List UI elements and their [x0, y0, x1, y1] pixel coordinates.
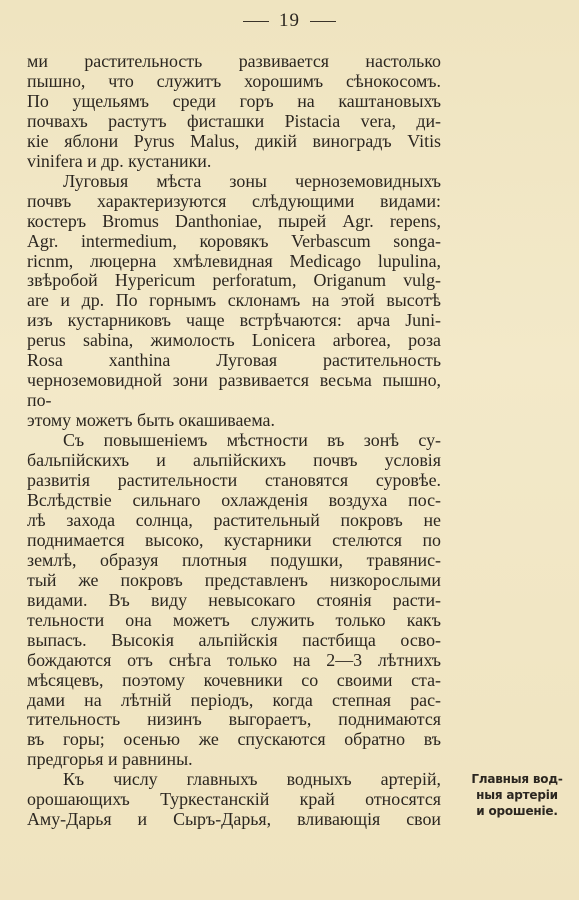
text-line: звѣробой Hypericum perforatum, Origanum vulg-	[27, 270, 441, 291]
text-line: ми растительность развивается настолько	[27, 51, 441, 71]
text-line: видами. Въ виду невысокаго стоянія расти-	[27, 589, 441, 610]
paragraph-3	[27, 431, 441, 770]
text-line: пышно, что служитъ хорошимъ сѣнокосомъ.	[27, 70, 441, 91]
text-line-wrapped: Rosa xanthina Луговая растительность черноземовидной зони развивается весьма пышно, по-	[27, 350, 441, 411]
text-line: почвъ характеризуются слѣдующими видами:	[27, 190, 441, 211]
text-line: are и др. По горнымъ склонамъ на этой высотѣ	[27, 290, 441, 311]
text-line: бальпійскихъ и альпійскихъ почвъ условія	[27, 450, 441, 471]
text-line: бождаются отъ снѣга только на 2—3 лѣтнихъ	[27, 649, 441, 670]
text-line: тельности она можетъ служить только какъ	[27, 609, 441, 630]
text-line: этому можетъ быть окашиваема.	[27, 410, 275, 431]
text-line: землѣ, образуя плотныя подушки, травянис-	[27, 549, 441, 570]
text-line: Вслѣдствіе сильнаго охлажденія воздуха пос-	[27, 489, 441, 510]
text-line: развитія растительности становятся суровѣе.	[27, 470, 441, 491]
paragraph-4	[27, 770, 441, 830]
text-line: орошающихъ Туркестанскій край относятся	[27, 789, 441, 810]
text-line: предгорья и равнины.	[27, 749, 193, 770]
paragraph-2	[27, 172, 441, 431]
text-line: Съ повышеніемъ мѣстности въ зонѣ су-	[63, 430, 441, 451]
body-text	[27, 52, 441, 830]
text-line: тый же покровъ представленъ низкорослыми	[27, 569, 441, 590]
paragraph-1	[27, 52, 441, 172]
text-line: лѣ захода солнца, растительный покровъ не	[27, 509, 441, 530]
margin-note-line: и орошеніе.	[476, 804, 558, 818]
page-number-dash-left	[243, 21, 269, 22]
text-line: ricnm, люцерна хмѣлевидная Medicago lupulina,	[27, 250, 441, 271]
text-line: мѣсяцевъ, поэтому кочевники со своими ста-	[27, 669, 441, 690]
text-line: костеръ Bromus Danthoniae, пырей Agr. repens,	[27, 210, 441, 231]
text-line: въ горы; осенью же спускаются обратно въ	[27, 729, 441, 750]
text-line: тительность низинъ выгораетъ, поднимаются	[27, 709, 441, 730]
page-number-dash-right	[310, 21, 336, 22]
text-line: Луговыя мѣста зоны черноземовидныхъ	[63, 170, 441, 191]
page-number	[0, 10, 579, 32]
text-line: выпасъ. Высокія альпійскія пастбища осво-	[27, 629, 441, 650]
text-line: Къ числу главныхъ водныхъ артерій,	[63, 769, 441, 790]
margin-note-line: Главныя вод-	[471, 772, 563, 786]
margin-note-line: ныя артеріи	[476, 788, 558, 802]
text-line: кіе яблони Pyrus Malus, дикій виноградъ Vitis	[27, 130, 441, 151]
text-line: почвахъ растутъ фисташки Pistacia vera, ди-	[27, 110, 441, 131]
text-line: По ущельямъ среди горъ на каштановыхъ	[27, 90, 441, 111]
text-line: Аму-Дарья и Сыръ-Дарья, вливающія свои	[27, 809, 441, 830]
text-line: perus sabina, жимолость Lonicera arborea, роза	[27, 330, 441, 351]
page-number-text: 19	[279, 10, 300, 31]
text-line: vinifera и др. кустаники.	[27, 150, 212, 171]
text-line: изъ кустарниковъ чаще встрѣчаются: арча Juni-	[27, 310, 441, 331]
text-line: поднимается высоко, кустарники стелются по	[27, 529, 441, 550]
text-line: дами на лѣтній періодъ, когда степная рас-	[27, 689, 441, 710]
text-line: Agr. intermedium, коровякъ Verbascum songa-	[27, 230, 441, 251]
margin-note	[462, 771, 572, 819]
